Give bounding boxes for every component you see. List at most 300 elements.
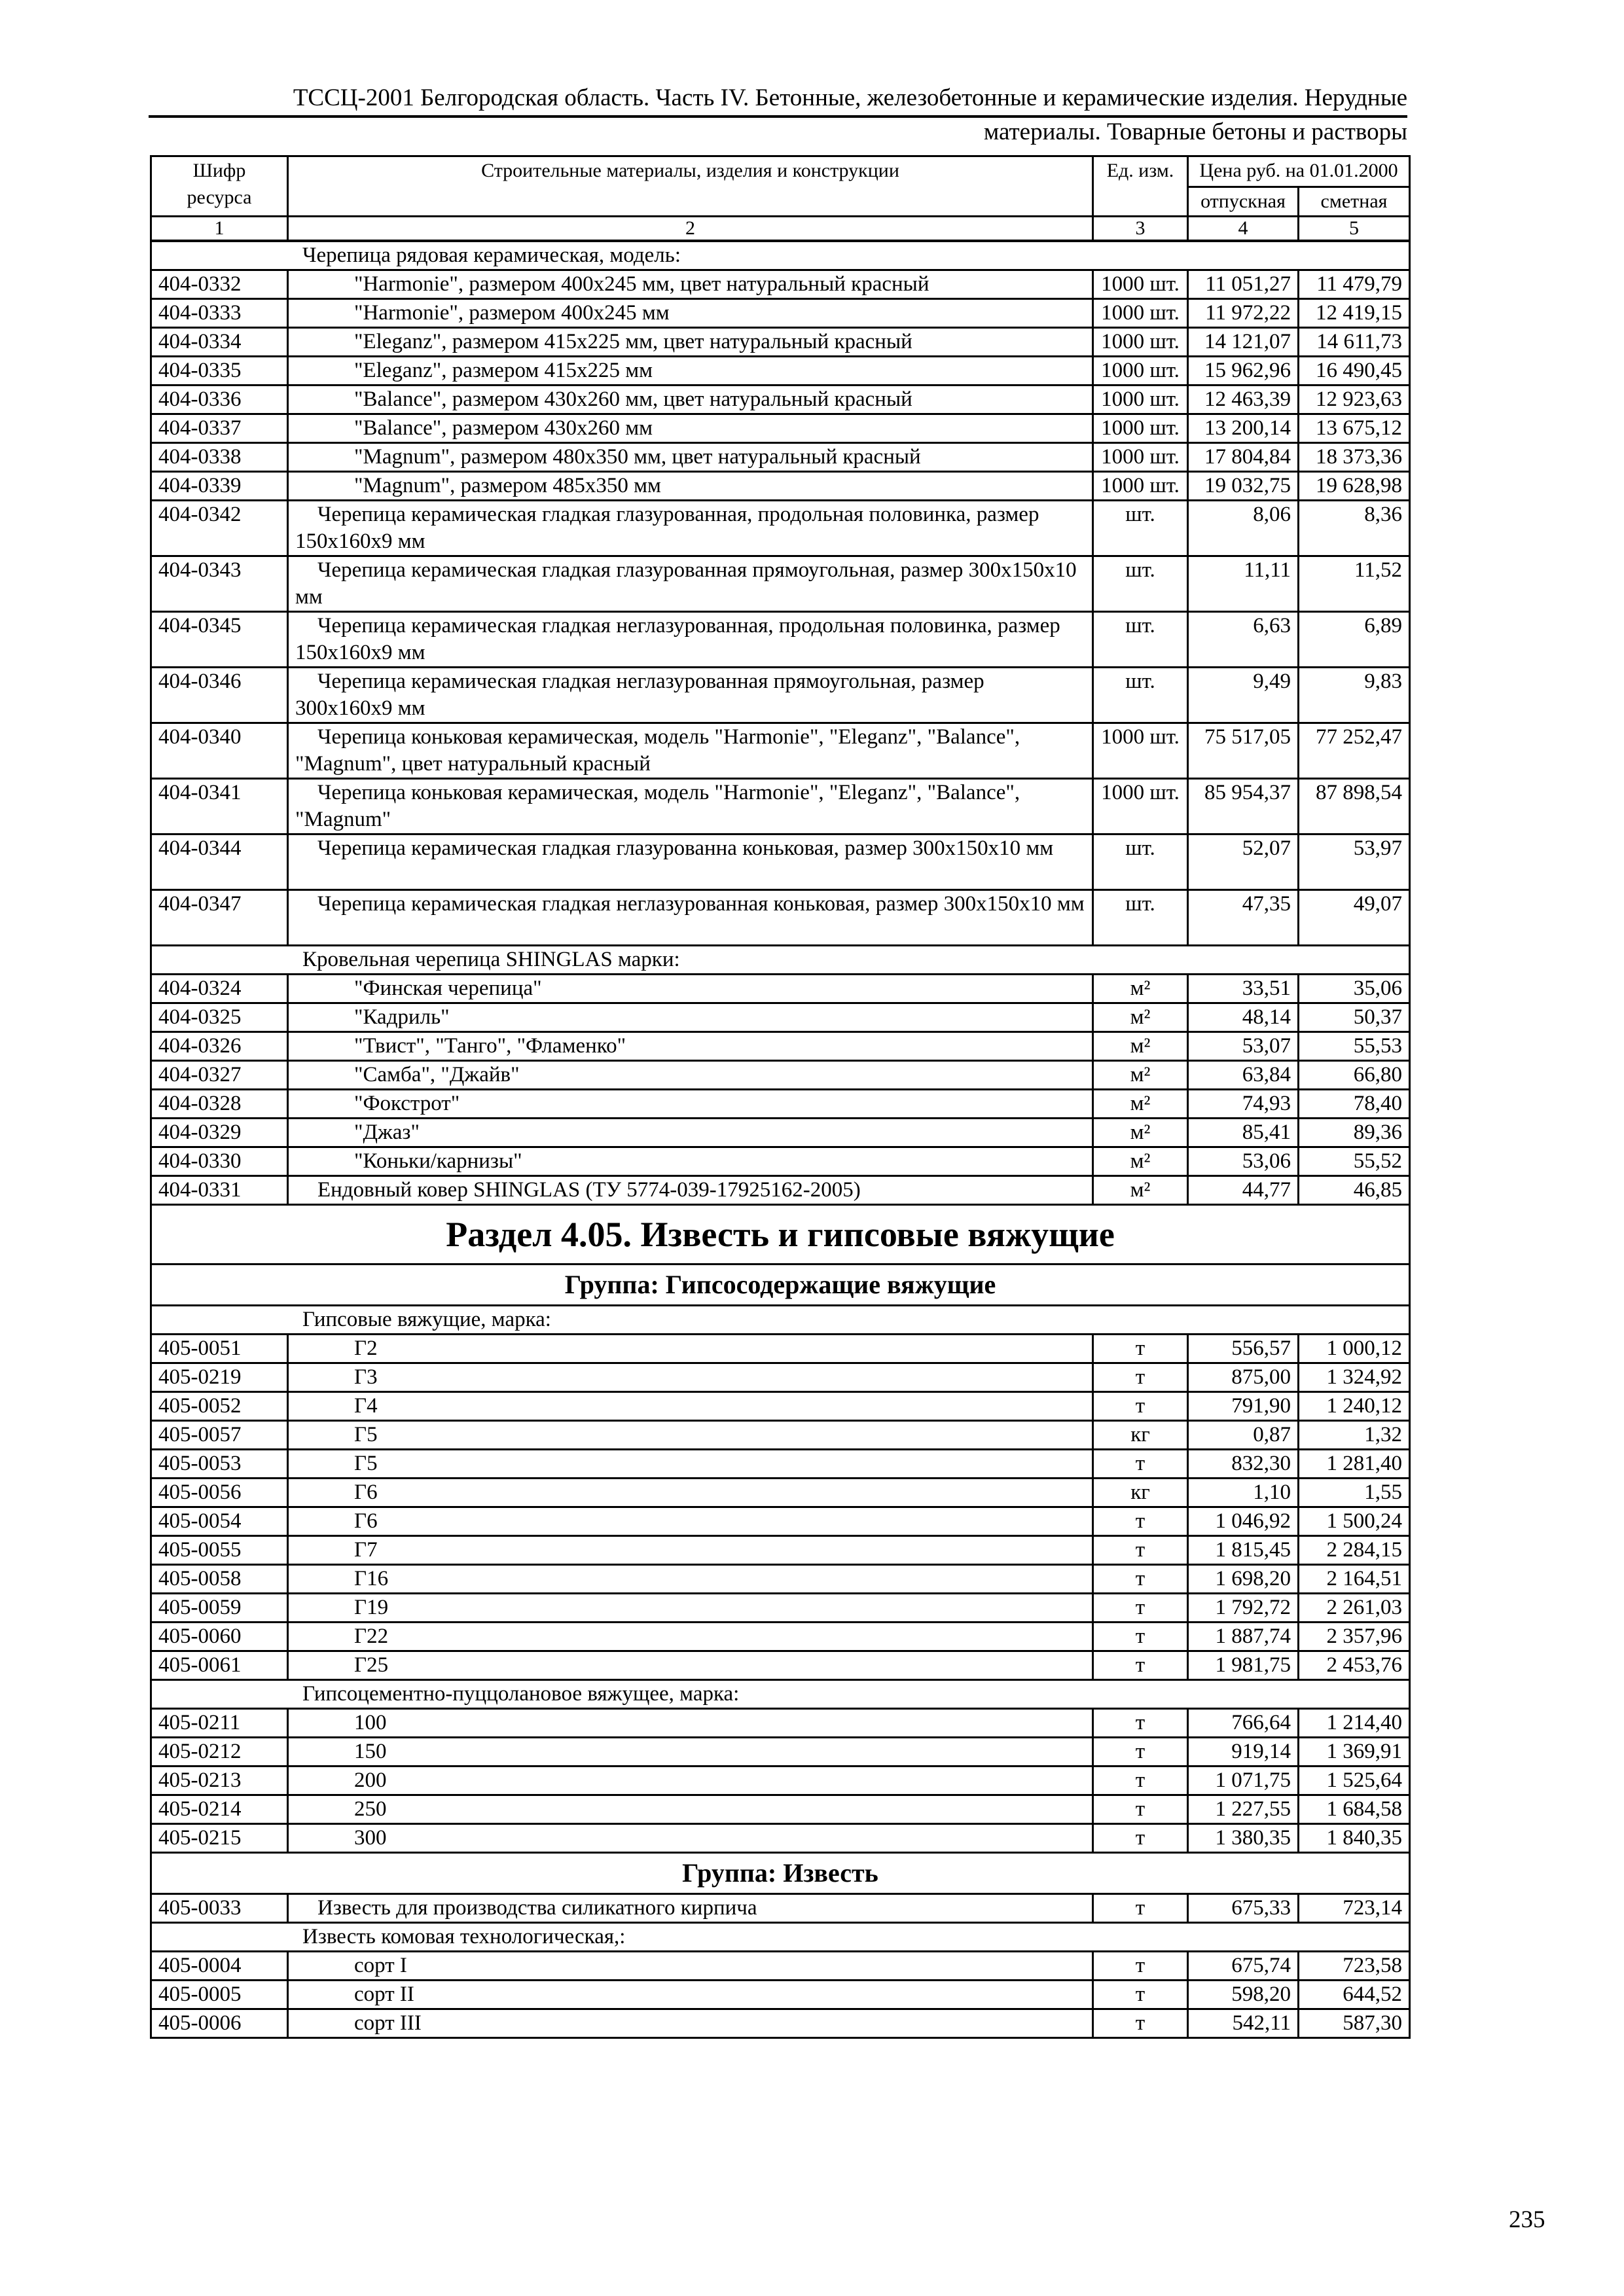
price-estimate: 1 324,92 [1299,1363,1410,1392]
price-release: 33,51 [1188,975,1299,1003]
table-row [151,414,1410,443]
table-row [151,1061,1410,1090]
resource-code: 405-0051 [151,1335,288,1363]
resource-code: 404-0325 [151,1003,288,1032]
price-release: 11,11 [1188,556,1299,612]
price-release: 53,07 [1188,1032,1299,1061]
table-row [151,668,1410,723]
resource-code: 405-0219 [151,1363,288,1392]
price-estimate: 11,52 [1299,556,1410,612]
material-name: Г22 [288,1623,1093,1651]
material-name: "Eleganz", размером 415х225 мм [288,357,1093,386]
section-heading-row [151,1205,1410,1265]
col-header-unit: Ед. изм. [1093,156,1188,217]
table-row [151,1479,1410,1507]
resource-code: 404-0347 [151,890,288,946]
group-heading-row [151,1265,1410,1306]
material-name: сорт I [288,1952,1093,1981]
resource-code: 404-0335 [151,357,288,386]
table-row [151,472,1410,501]
unit-of-measure: м² [1093,1090,1188,1119]
col-header-price-release: отпускная [1188,187,1299,217]
section-title: Раздел 4.05. Известь и гипсовые вяжущие [151,1205,1410,1265]
unit-of-measure: 1000 шт. [1093,270,1188,299]
header-title-line2: материалы. Товарные бетоны и растворы [983,118,1407,145]
unit-of-measure: кг [1093,1421,1188,1450]
resource-code: 404-0326 [151,1032,288,1061]
unit-of-measure: т [1093,1651,1188,1680]
price-estimate: 2 164,51 [1299,1565,1410,1594]
resource-code: 404-0327 [151,1061,288,1090]
price-estimate: 78,40 [1299,1090,1410,1119]
table-row [151,1119,1410,1147]
price-release: 875,00 [1188,1363,1299,1392]
unit-of-measure: м² [1093,1003,1188,1032]
price-estimate: 87 898,54 [1299,779,1410,834]
subgroup-row [151,1306,1410,1335]
price-estimate: 16 490,45 [1299,357,1410,386]
unit-of-measure: шт. [1093,834,1188,890]
price-release: 85,41 [1188,1119,1299,1147]
price-estimate: 14 611,73 [1299,328,1410,357]
material-name: Ендовный ковер SHINGLAS (ТУ 5774-039-17925162-2005) [288,1176,1093,1205]
resource-code: 405-0004 [151,1952,288,1981]
unit-of-measure: кг [1093,1479,1188,1507]
price-release: 919,14 [1188,1738,1299,1767]
price-estimate: 1 240,12 [1299,1392,1410,1421]
price-release: 1 046,92 [1188,1507,1299,1536]
price-release: 1 071,75 [1188,1767,1299,1795]
material-name: "Magnum", размером 480х350 мм, цвет натуральный красный [288,443,1093,472]
price-estimate: 2 453,76 [1299,1651,1410,1680]
price-estimate: 1 525,64 [1299,1767,1410,1795]
price-estimate: 12 419,15 [1299,299,1410,328]
header-title-line1: ТССЦ-2001 Белгородская область. Часть IV. Бетонные, железобетонные и керамические изделия. Нерудные [293,84,1407,111]
unit-of-measure: 1000 шт. [1093,328,1188,357]
table-row [151,1952,1410,1981]
resource-code: 404-0337 [151,414,288,443]
price-estimate: 587,30 [1299,2009,1410,2038]
material-name: 300 [288,1824,1093,1853]
subgroup-title: Гипсовые вяжущие, марка: [151,1306,1410,1335]
table-row [151,1623,1410,1651]
group-title: Группа: Известь [151,1853,1410,1894]
price-release: 791,90 [1188,1392,1299,1421]
material-name: Черепица керамическая гладкая неглазурованная, продольная половинка, размер 150х160х9 мм [288,612,1093,668]
material-name: Г3 [288,1363,1093,1392]
resource-code: 405-0055 [151,1536,288,1565]
unit-of-measure: шт. [1093,612,1188,668]
material-name: сорт III [288,2009,1093,2038]
material-name: Г7 [288,1536,1093,1565]
resource-code: 405-0059 [151,1594,288,1623]
price-release: 14 121,07 [1188,328,1299,357]
material-name: "Финская черепица" [288,975,1093,1003]
unit-of-measure: т [1093,1565,1188,1594]
table-row [151,779,1410,834]
unit-of-measure: 1000 шт. [1093,414,1188,443]
table-row [151,1651,1410,1680]
col-header-code: Шифр ресурса [151,156,288,217]
subgroup-title: Кровельная черепица SHINGLAS марки: [151,946,1410,975]
table-row [151,834,1410,890]
material-name: Г19 [288,1594,1093,1623]
material-name: Г6 [288,1507,1093,1536]
price-release: 17 804,84 [1188,443,1299,472]
resource-code: 405-0056 [151,1479,288,1507]
subgroup-title: Известь комовая технологическая,: [151,1923,1410,1952]
table-row [151,1536,1410,1565]
price-estimate: 6,89 [1299,612,1410,668]
table-row [151,501,1410,556]
table-row [151,1090,1410,1119]
unit-of-measure: 1000 шт. [1093,386,1188,414]
resource-code: 404-0330 [151,1147,288,1176]
unit-of-measure: м² [1093,1119,1188,1147]
material-name: "Eleganz", размером 415х225 мм, цвет натуральный красный [288,328,1093,357]
resource-code: 405-0058 [151,1565,288,1594]
price-estimate: 723,14 [1299,1894,1410,1923]
material-name: сорт II [288,1981,1093,2009]
resource-code: 404-0336 [151,386,288,414]
price-release: 556,57 [1188,1335,1299,1363]
resource-code: 404-0338 [151,443,288,472]
col-number: 1 [151,217,288,242]
material-name: Черепица керамическая гладкая неглазурованная прямоугольная, размер 300х160х9 мм [288,668,1093,723]
resource-code: 404-0344 [151,834,288,890]
material-name: Г4 [288,1392,1093,1421]
subgroup-row [151,241,1410,270]
material-name: 250 [288,1795,1093,1824]
price-estimate: 9,83 [1299,668,1410,723]
price-estimate: 1 000,12 [1299,1335,1410,1363]
price-release: 85 954,37 [1188,779,1299,834]
price-estimate: 35,06 [1299,975,1410,1003]
subgroup-title: Черепица рядовая керамическая, модель: [151,241,1410,270]
material-name: "Самба", "Джайв" [288,1061,1093,1090]
table-row [151,1738,1410,1767]
unit-of-measure: шт. [1093,668,1188,723]
material-name: Черепица керамическая гладкая глазурованная, продольная половинка, размер 150х160х9 мм [288,501,1093,556]
price-release: 6,63 [1188,612,1299,668]
price-release: 832,30 [1188,1450,1299,1479]
material-name: Известь для производства силикатного кирпича [288,1894,1093,1923]
price-release: 1 981,75 [1188,1651,1299,1680]
unit-of-measure: т [1093,1894,1188,1923]
resource-code: 404-0345 [151,612,288,668]
resource-code: 405-0215 [151,1824,288,1853]
price-estimate: 644,52 [1299,1981,1410,2009]
price-estimate: 1 214,40 [1299,1709,1410,1738]
col-number: 2 [288,217,1093,242]
table-row [151,1176,1410,1205]
material-name: "Твист", "Танго", "Фламенко" [288,1032,1093,1061]
material-name: Г16 [288,1565,1093,1594]
price-release: 44,77 [1188,1176,1299,1205]
material-name: Г5 [288,1421,1093,1450]
table-row [151,1565,1410,1594]
price-table [150,155,1411,2039]
material-name: "Harmonie", размером 400х245 мм [288,299,1093,328]
price-estimate: 2 284,15 [1299,1536,1410,1565]
table-row [151,443,1410,472]
col-number: 3 [1093,217,1188,242]
price-release: 52,07 [1188,834,1299,890]
price-release: 75 517,05 [1188,723,1299,779]
unit-of-measure: м² [1093,1032,1188,1061]
resource-code: 405-0054 [151,1507,288,1536]
resource-code: 404-0343 [151,556,288,612]
material-name: "Джаз" [288,1119,1093,1147]
table-row [151,1767,1410,1795]
price-estimate: 77 252,47 [1299,723,1410,779]
resource-code: 404-0339 [151,472,288,501]
material-name: Г6 [288,1479,1093,1507]
material-name: 100 [288,1709,1093,1738]
material-name: "Фокстрот" [288,1090,1093,1119]
subgroup-row [151,1680,1410,1709]
table-row [151,1147,1410,1176]
material-name: Черепица керамическая гладкая неглазурованная коньковая, размер 300х150х10 мм [288,890,1093,946]
material-name: "Harmonie", размером 400х245 мм, цвет натуральный красный [288,270,1093,299]
resource-code: 405-0053 [151,1450,288,1479]
unit-of-measure: м² [1093,1061,1188,1090]
price-estimate: 1,55 [1299,1479,1410,1507]
unit-of-measure: т [1093,1981,1188,2009]
unit-of-measure: 1000 шт. [1093,357,1188,386]
unit-of-measure: 1000 шт. [1093,443,1188,472]
resource-code: 404-0346 [151,668,288,723]
price-release: 1 815,45 [1188,1536,1299,1565]
unit-of-measure: т [1093,1623,1188,1651]
resource-code: 404-0334 [151,328,288,357]
material-name: "Коньки/карнизы" [288,1147,1093,1176]
unit-of-measure: м² [1093,1176,1188,1205]
subgroup-row [151,946,1410,975]
price-release: 1 380,35 [1188,1824,1299,1853]
unit-of-measure: т [1093,2009,1188,2038]
material-name: Г5 [288,1450,1093,1479]
material-name: "Magnum", размером 485х350 мм [288,472,1093,501]
table-row [151,270,1410,299]
table-row [151,1392,1410,1421]
resource-code: 404-0331 [151,1176,288,1205]
price-estimate: 1 281,40 [1299,1450,1410,1479]
table-row [151,328,1410,357]
col-header-name: Строительные материалы, изделия и конструкции [288,156,1093,217]
price-estimate: 66,80 [1299,1061,1410,1090]
table-row [151,556,1410,612]
resource-code: 405-0061 [151,1651,288,1680]
material-name: Черепица керамическая гладкая глазурованна коньковая, размер 300х150х10 мм [288,834,1093,890]
table-row [151,1824,1410,1853]
price-release: 11 051,27 [1188,270,1299,299]
material-name: "Balance", размером 430х260 мм [288,414,1093,443]
price-estimate: 55,52 [1299,1147,1410,1176]
price-estimate: 723,58 [1299,1952,1410,1981]
price-release: 9,49 [1188,668,1299,723]
table-row [151,1507,1410,1536]
price-estimate: 89,36 [1299,1119,1410,1147]
material-name: Г25 [288,1651,1093,1680]
resource-code: 405-0211 [151,1709,288,1738]
col-number: 5 [1299,217,1410,242]
price-estimate: 19 628,98 [1299,472,1410,501]
price-estimate: 55,53 [1299,1032,1410,1061]
unit-of-measure: т [1093,1392,1188,1421]
price-estimate: 1 369,91 [1299,1738,1410,1767]
table-row [151,890,1410,946]
unit-of-measure: т [1093,1507,1188,1536]
table-row [151,1981,1410,2009]
resource-code: 404-0333 [151,299,288,328]
table-row [151,1363,1410,1392]
price-release: 48,14 [1188,1003,1299,1032]
unit-of-measure: м² [1093,1147,1188,1176]
material-name: 150 [288,1738,1093,1767]
resource-code: 404-0328 [151,1090,288,1119]
material-name: Г2 [288,1335,1093,1363]
unit-of-measure: т [1093,1450,1188,1479]
price-release: 63,84 [1188,1061,1299,1090]
unit-of-measure: т [1093,1594,1188,1623]
material-name: "Кадриль" [288,1003,1093,1032]
price-release: 12 463,39 [1188,386,1299,414]
resource-code: 405-0057 [151,1421,288,1450]
table-row [151,1003,1410,1032]
resource-code: 404-0341 [151,779,288,834]
resource-code: 405-0212 [151,1738,288,1767]
price-estimate: 8,36 [1299,501,1410,556]
price-estimate: 46,85 [1299,1176,1410,1205]
unit-of-measure: 1000 шт. [1093,723,1188,779]
price-release: 13 200,14 [1188,414,1299,443]
table-row [151,299,1410,328]
group-title: Группа: Гипсосодержащие вяжущие [151,1265,1410,1306]
price-release: 1,10 [1188,1479,1299,1507]
price-estimate: 1,32 [1299,1421,1410,1450]
price-release: 53,06 [1188,1147,1299,1176]
price-estimate: 53,97 [1299,834,1410,890]
unit-of-measure: 1000 шт. [1093,299,1188,328]
table-row [151,975,1410,1003]
unit-of-measure: м² [1093,975,1188,1003]
price-release: 8,06 [1188,501,1299,556]
unit-of-measure: т [1093,1952,1188,1981]
table-row [151,357,1410,386]
resource-code: 404-0324 [151,975,288,1003]
table-row [151,1335,1410,1363]
resource-code: 405-0006 [151,2009,288,2038]
price-estimate: 12 923,63 [1299,386,1410,414]
resource-code: 405-0213 [151,1767,288,1795]
table-row [151,723,1410,779]
table-row [151,1709,1410,1738]
unit-of-measure: т [1093,1795,1188,1824]
price-release: 766,64 [1188,1709,1299,1738]
price-estimate: 13 675,12 [1299,414,1410,443]
price-release: 1 698,20 [1188,1565,1299,1594]
unit-of-measure: т [1093,1536,1188,1565]
table-row [151,1450,1410,1479]
price-release: 15 962,96 [1188,357,1299,386]
unit-of-measure: 1000 шт. [1093,472,1188,501]
resource-code: 405-0005 [151,1981,288,2009]
table-row [151,1795,1410,1824]
page-number: 235 [1509,2206,1545,2233]
price-estimate: 2 261,03 [1299,1594,1410,1623]
price-release: 1 887,74 [1188,1623,1299,1651]
price-release: 1 792,72 [1188,1594,1299,1623]
unit-of-measure: 1000 шт. [1093,779,1188,834]
col-number: 4 [1188,217,1299,242]
material-name: "Balance", размером 430х260 мм, цвет натуральный красный [288,386,1093,414]
price-release: 11 972,22 [1188,299,1299,328]
resource-code: 405-0060 [151,1623,288,1651]
price-release: 74,93 [1188,1090,1299,1119]
price-estimate: 1 684,58 [1299,1795,1410,1824]
price-estimate: 2 357,96 [1299,1623,1410,1651]
unit-of-measure: т [1093,1767,1188,1795]
price-estimate: 1 500,24 [1299,1507,1410,1536]
material-name: 200 [288,1767,1093,1795]
price-release: 0,87 [1188,1421,1299,1450]
material-name: Черепица коньковая керамическая, модель "Harmonie", "Eleganz", "Balance", "Magnum" [288,779,1093,834]
table-row [151,1421,1410,1450]
price-estimate: 49,07 [1299,890,1410,946]
table-row [151,2009,1410,2038]
group-heading-row [151,1853,1410,1894]
resource-code: 404-0329 [151,1119,288,1147]
material-name: Черепица коньковая керамическая, модель "Harmonie", "Eleganz", "Balance", "Magnum", цвет натуральный красный [288,723,1093,779]
price-release: 47,35 [1188,890,1299,946]
table-row [151,1032,1410,1061]
price-release: 598,20 [1188,1981,1299,2009]
price-release: 1 227,55 [1188,1795,1299,1824]
resource-code: 405-0033 [151,1894,288,1923]
resource-code: 405-0214 [151,1795,288,1824]
resource-code: 404-0340 [151,723,288,779]
price-estimate: 11 479,79 [1299,270,1410,299]
price-release: 675,74 [1188,1952,1299,1981]
material-name: Черепица керамическая гладкая глазурованная прямоугольная, размер 300х150х10 мм [288,556,1093,612]
resource-code: 405-0052 [151,1392,288,1421]
unit-of-measure: т [1093,1738,1188,1767]
subgroup-row [151,1923,1410,1952]
price-release: 675,33 [1188,1894,1299,1923]
unit-of-measure: т [1093,1335,1188,1363]
unit-of-measure: т [1093,1709,1188,1738]
table-row [151,612,1410,668]
unit-of-measure: шт. [1093,556,1188,612]
unit-of-measure: т [1093,1363,1188,1392]
unit-of-measure: шт. [1093,890,1188,946]
subgroup-title: Гипсоцементно-пуццолановое вяжущее, марка: [151,1680,1410,1709]
price-estimate: 1 840,35 [1299,1824,1410,1853]
col-header-price-group: Цена руб. на 01.01.2000 [1188,156,1410,187]
price-estimate: 50,37 [1299,1003,1410,1032]
col-header-price-estimate: сметная [1299,187,1410,217]
resource-code: 404-0332 [151,270,288,299]
table-row [151,386,1410,414]
table-body [151,241,1410,2038]
unit-of-measure: т [1093,1824,1188,1853]
running-header [149,84,1407,147]
table-row [151,1594,1410,1623]
table-row [151,1894,1410,1923]
unit-of-measure: шт. [1093,501,1188,556]
price-estimate: 18 373,36 [1299,443,1410,472]
